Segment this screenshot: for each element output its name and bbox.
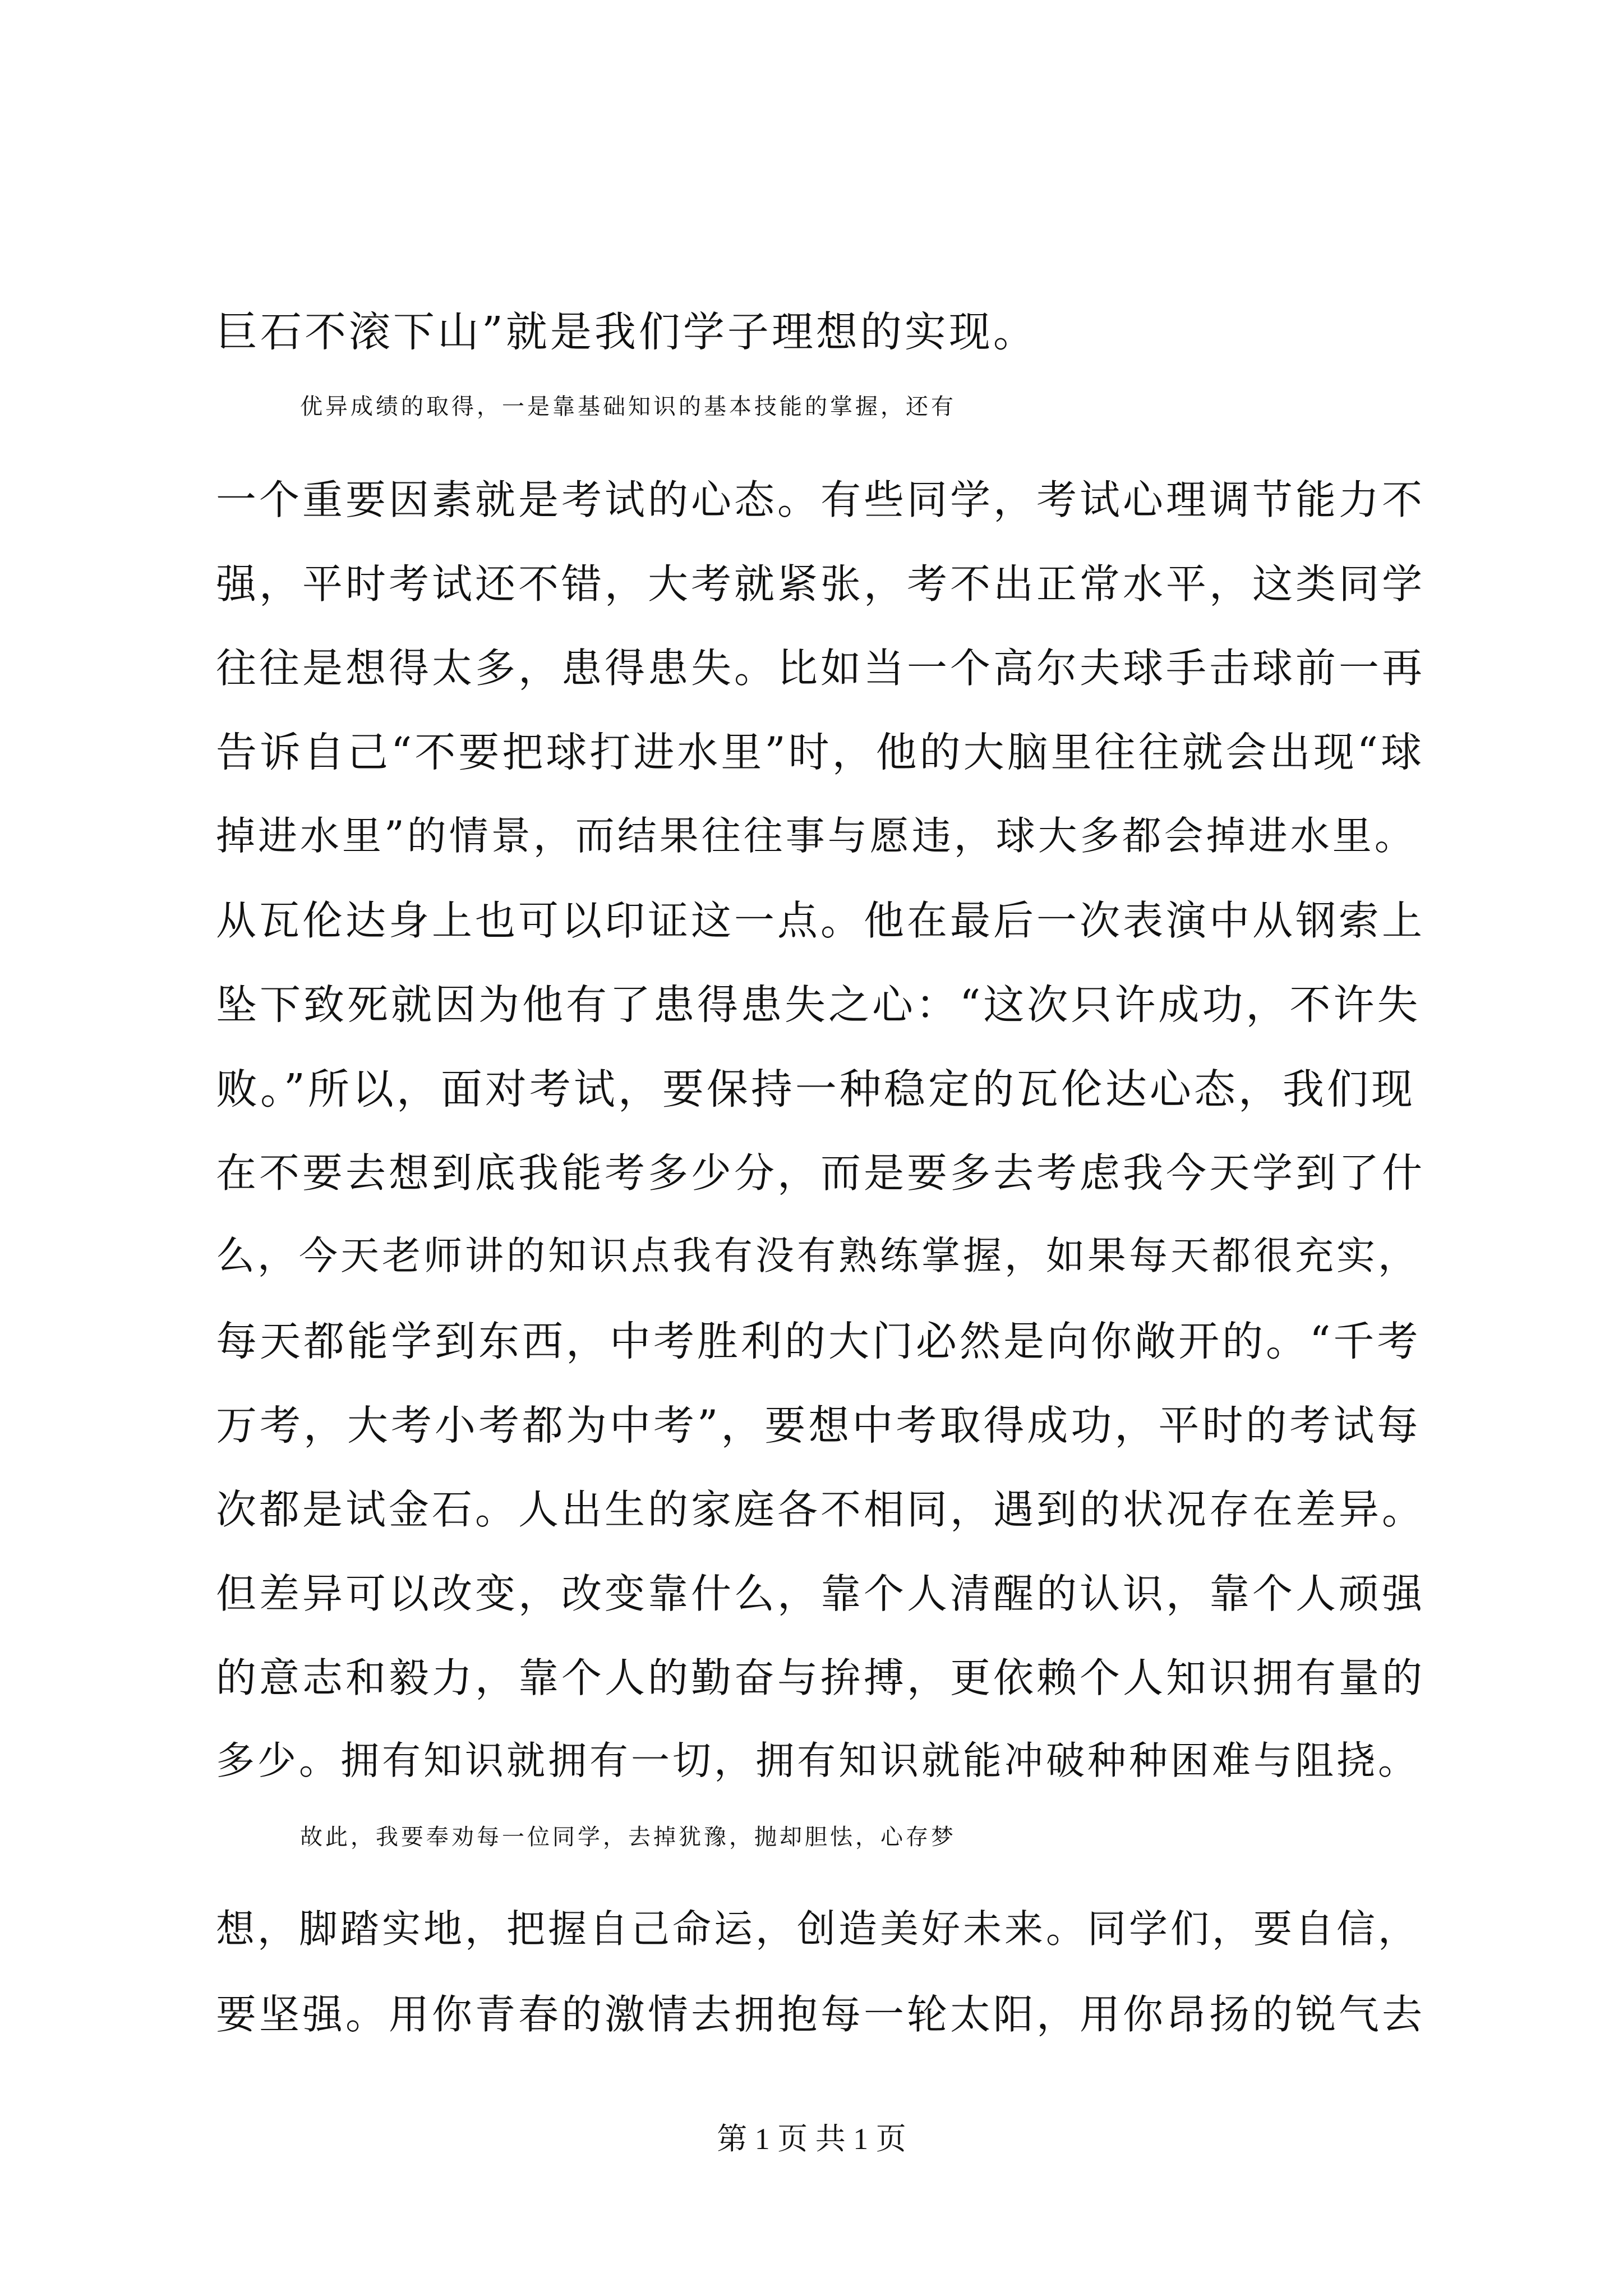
text-line: 想，脚踏实地，把握自己命运，创造美好未来。同学们，要自信， — [216, 1907, 1419, 1952]
text-line: 么，今天老师讲的知识点我有没有熟练掌握，如果每天都很充实， — [216, 1234, 1419, 1278]
text-line: 一个重要因素就是考试的心态。有些同学，考试心理调节能力不 — [216, 476, 1426, 523]
text-line: 强，平时考试还不错，大考就紧张，考不出正常水平，这类同学 — [216, 560, 1426, 608]
text-line: 坠下致死就因为他有了患得患失之心：“这次只许成功，不许失 — [216, 981, 1421, 1029]
text-line: 故此，我要奉劝每一位同学，去掉犹豫，抛却胆怯，心存梦 — [300, 1824, 956, 1850]
text-line: 万考，大考小考都为中考”，要想中考取得成功，平时的考试每 — [216, 1402, 1421, 1450]
text-line: 多少。拥有知识就拥有一切，拥有知识就能冲破种种困难与阻挠。 — [216, 1738, 1419, 1783]
text-line: 告诉自己“不要把球打进水里”时，他的大脑里往往就会出现“球 — [216, 729, 1424, 776]
text-line: 巨石不滚下山”就是我们学子理想的实现。 — [216, 308, 1038, 356]
page-footer: 第 1 页 共 1 页 — [717, 2122, 906, 2156]
text-line: 从瓦伦达身上也可以印证这一点。他在最后一次表演中从钢索上 — [216, 897, 1426, 944]
text-line: 但差异可以改变，改变靠什么，靠个人清醒的认识，靠个人顽强 — [216, 1570, 1426, 1617]
text-line: 次都是试金石。人出生的家庭各不相同，遇到的状况存在差异。 — [216, 1486, 1426, 1533]
text-line: 往往是想得太多，患得患失。比如当一个高尔夫球手击球前一再 — [216, 645, 1426, 692]
text-line: 败。”所以，面对考试，要保持一种稳定的瓦伦达心态，我们现 — [216, 1065, 1415, 1114]
text-line: 每天都能学到东西，中考胜利的大门必然是向你敞开的。“千考 — [216, 1318, 1421, 1365]
text-line: 要坚强。用你青春的激情去拥抱每一轮太阳，用你昂扬的锐气去 — [216, 1991, 1426, 2038]
text-line: 的意志和毅力，靠个人的勤奋与拚搏，更依赖个人知识拥有量的 — [216, 1654, 1426, 1701]
text-line: 优异成绩的取得，一是靠基础知识的基本技能的掌握，还有 — [300, 394, 956, 420]
text-line: 在不要去想到底我能考多少分，而是要多去考虑我今天学到了什 — [216, 1149, 1426, 1197]
text-line: 掉进水里”的情景，而结果往往事与愿违，球大多都会掉进水里。 — [216, 813, 1417, 859]
